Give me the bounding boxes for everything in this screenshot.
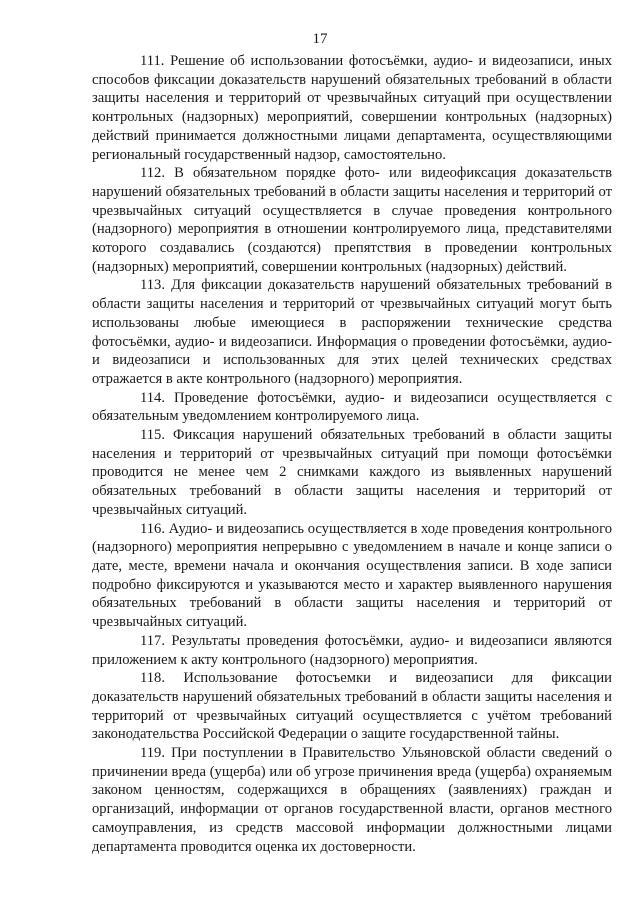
page-number: 17 xyxy=(312,31,328,47)
paragraph-113: 113. Для фиксации доказательств нарушений обязательных требований в области защиты населения и территорий от чрезвычайных ситуаций могут быть использованы любые имеющиеся в распоряжении технические средства фотосъёмки, аудио- и видеозаписи. Информация о проведении фотосъёмки, аудио- и видеозаписи и использованных для этих целей технических средствах отражается в акте контрольного (надзорного) мероприятия. xyxy=(92,277,612,387)
paragraph-111: 111. Решение об использовании фотосъёмки, аудио- и видеозаписи, иных способов фиксации доказательств нарушений обязательных требований в области защиты населения и территорий от чрезвычайных ситуаций при осуществлении контрольных (надзорных) мероприятий, совершении контрольных (надзорных) действий принимается должностными лицами департамента, осуществляющими региональный государственный надзор, самостоятельно. xyxy=(92,53,612,163)
paragraph-115: 115. Фиксация нарушений обязательных требований в области защиты населения и территорий от чрезвычайных ситуаций при помощи фотосъёмки проводится не менее чем 2 снимками каждого из выявленных нарушений обязательных требований в области защиты населения и территорий от чрезвычайных ситуаций. xyxy=(92,427,612,518)
paragraph-112: 112. В обязательном порядке фото- или видеофиксация доказательств нарушений обязательных требований в области защиты населения и территорий от чрезвычайных ситуаций осуществляется в случае проведения контрольного (надзорного) мероприятия в отношении контролируемого лица, представителями которого создавались (создаются) препятствия в проведении контрольных (надзорных) мероприятий, совершении контрольных (надзорных) действий. xyxy=(92,165,612,275)
paragraph-114: 114. Проведение фотосъёмки, аудио- и видеозаписи осуществляется с обязательным уведомлением контролируемого лица. xyxy=(92,389,612,425)
paragraph-116: 116. Аудио- и видеозапись осуществляется в ходе проведения контрольного (надзорного) мероприятия непрерывно с уведомлением в начале и конце записи о дате, месте, времени начала и окончания осуществления записи. В ходе записи подробно фиксируются и указываются место и характер выявленного нарушения обязательных требований в области защиты населения и территорий от чрезвычайных ситуаций. xyxy=(92,520,612,631)
document-body xyxy=(92,52,612,856)
paragraph-118: 118. Использование фотосъемки и видеозаписи для фиксации доказательств нарушений обязательных требований в области защиты населения и территорий от чрезвычайных ситуаций осуществляется с учётом требований законодательства Российской Федерации о защите государственной тайны. xyxy=(92,670,612,743)
paragraph-117: 117. Результаты проведения фотосъёмки, аудио- и видеозаписи являются приложением к акту контрольного (надзорного) мероприятия. xyxy=(92,632,612,668)
paragraph-119: 119. При поступлении в Правительство Ульяновской области сведений о причинении вреда (ущерба) или об угрозе причинения вреда (ущерба) охраняемым законом ценностям, содержащихся в обращениях (заявлениях) граждан и организаций, информации от органов государственной власти, органов местного самоуправления, из средств массовой информации должностными лицами департамента проводится оценка их достоверности. xyxy=(92,745,612,855)
